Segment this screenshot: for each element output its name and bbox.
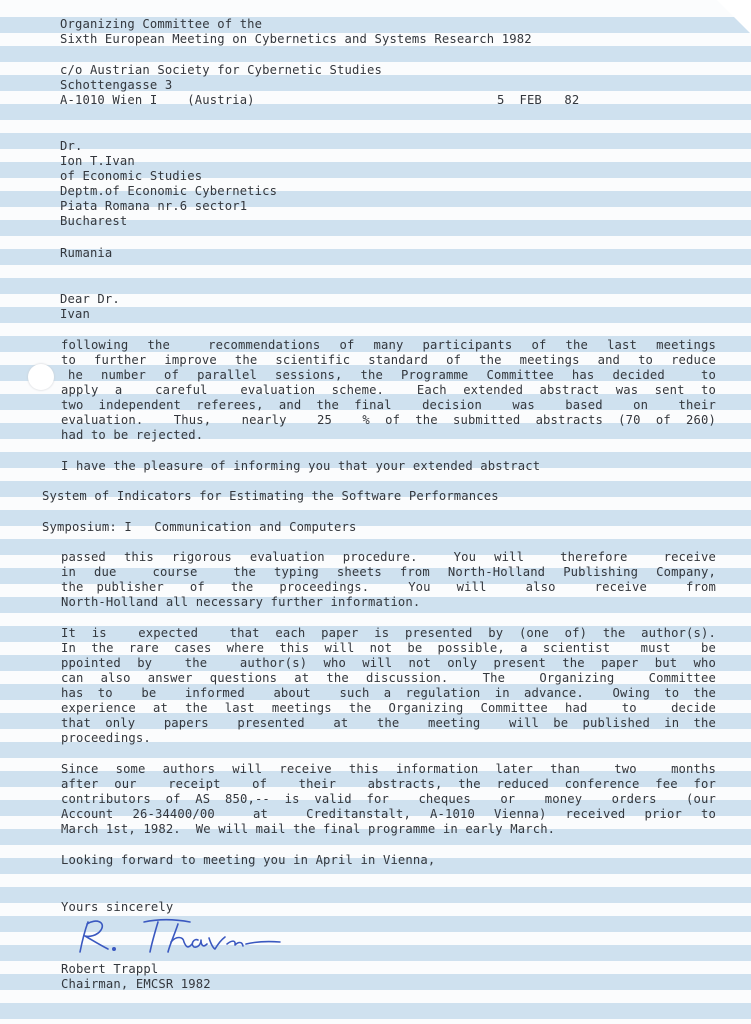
punch-hole — [28, 364, 54, 390]
body-line: evaluation. Thus, nearly 25 % of the submitted abstracts (70 of 260) — [61, 413, 716, 427]
body-line: March 1st, 1982. We will mail the final programme in early March. — [61, 822, 556, 836]
handwritten-signature — [70, 914, 310, 960]
salutation-line: Dear Dr. — [60, 292, 120, 306]
body-line: ppointed by the author(s) who will not only present the paper but who — [61, 656, 716, 670]
letterhead-line: Schottengasse 3 — [60, 78, 173, 92]
body-line: experience at the last meetings the Organizing Committee had to decide — [61, 701, 716, 715]
body-line: apply a careful evaluation scheme. Each extended abstract was sent to — [61, 383, 716, 397]
recipient-line: Ion T.Ivan — [60, 154, 135, 168]
body-line: had to be rejected. — [61, 428, 204, 442]
recipient-line: Deptm.of Economic Cybernetics — [60, 184, 278, 198]
body-line: In the rare cases where this will not be possible, a scientist must be — [61, 641, 716, 655]
folded-corner — [717, 0, 751, 34]
body-line: North-Holland all necessary further information. — [61, 595, 421, 609]
abstract-title: System of Indicators for Estimating the Software Performances — [42, 489, 499, 503]
body-line: two independent referees, and the final decision was based on their — [61, 398, 716, 412]
body-line: the publisher of the proceedings. You will also receive from — [61, 580, 716, 594]
recipient-country: Rumania — [60, 246, 113, 260]
recipient-line: of Economic Studies — [60, 169, 203, 183]
valediction: Yours sincerely — [61, 900, 174, 914]
body-line: I have the pleasure of informing you that your extended abstract — [61, 459, 541, 473]
body-line: has to be informed about such a regulation in advance. Owing to the — [61, 686, 716, 700]
body-line: in due course the typing sheets from North-Holland Publishing Company, — [61, 565, 716, 579]
body-line: proceedings. — [61, 731, 151, 745]
salutation-line: Ivan — [60, 307, 90, 321]
symposium-line: Symposium: I Communication and Computers — [42, 520, 357, 534]
letterhead-line: Organizing Committee of the — [60, 17, 263, 31]
letterhead-line: A-1010 Wien I (Austria) — [60, 93, 255, 107]
letterhead-line: Sixth European Meeting on Cybernetics and Systems Research 1982 — [60, 32, 532, 46]
body-line: that only papers presented at the meeting will be published in the — [61, 716, 716, 730]
body-line: contributors of AS 850,-- is valid for cheques or money orders (our — [61, 792, 716, 806]
signer-name: Robert Trappl — [61, 962, 159, 976]
body-line: Account 26-34400/00 at Creditanstalt, A-1010 Vienna) received prior to — [61, 807, 716, 821]
body-line: It is expected that each paper is presented by (one of) the author(s). — [61, 626, 716, 640]
recipient-line: Piata Romana nr.6 sector1 — [60, 199, 248, 213]
recipient-line: Bucharest — [60, 214, 128, 228]
body-line: passed this rigorous evaluation procedure. You will therefore receive — [61, 550, 716, 564]
body-line: he number of parallel sessions, the Programme Committee has decided to — [68, 368, 716, 382]
body-line: can also answer questions at the discussion. The Organizing Committee — [61, 671, 716, 685]
body-line: following the recommendations of many participants of the last meetings — [61, 338, 716, 352]
letterhead-line: c/o Austrian Society for Cybernetic Studies — [60, 63, 382, 77]
letter-date: 5 FEB 82 — [497, 93, 580, 107]
closing-line: Looking forward to meeting you in April in Vienna, — [61, 853, 436, 867]
recipient-line: Dr. — [60, 139, 83, 153]
body-line: Since some authors will receive this information later than two months — [61, 762, 716, 776]
signer-title: Chairman, EMCSR 1982 — [61, 977, 211, 991]
body-line: to further improve the scientific standard of the meetings and to reduce — [61, 353, 716, 367]
body-line: after our receipt of their abstracts, the reduced conference fee for — [61, 777, 716, 791]
